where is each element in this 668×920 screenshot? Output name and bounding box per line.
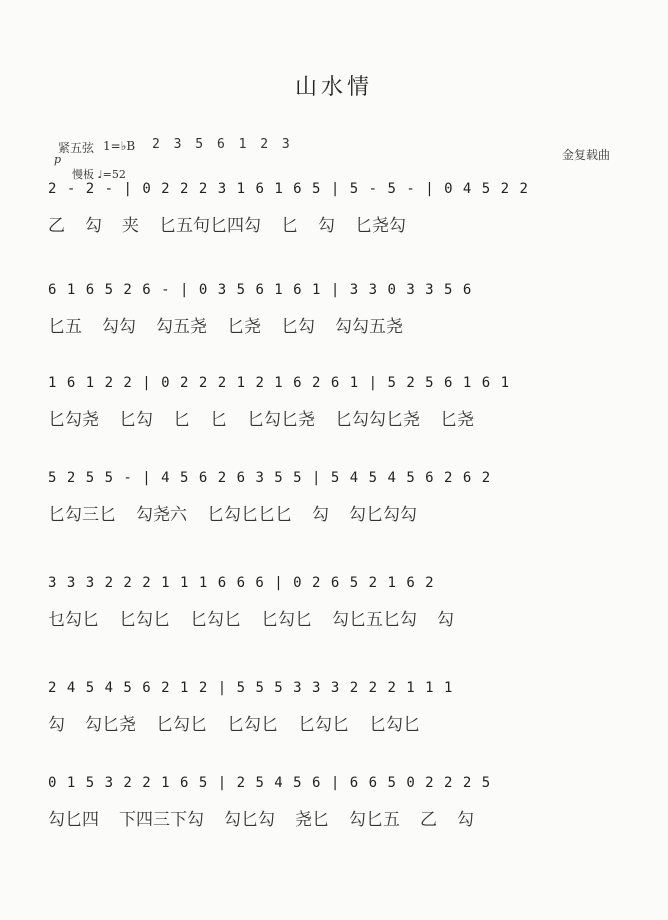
scale-notes: 2 3 5 6 1 2 3 xyxy=(152,137,293,152)
score-title: 山水情 xyxy=(294,75,373,100)
key-signature: 1=♭B xyxy=(103,139,136,153)
measure: 5 5 5 3 3 3 2 2 2 1 1 1 xyxy=(236,680,454,696)
notation-staff-row xyxy=(48,470,628,492)
tablature-glyph-group: 尧匕 xyxy=(295,810,329,830)
tablature-glyph-group: 匕勾三匕 xyxy=(48,505,116,525)
notation-staff-row xyxy=(48,680,628,702)
tablature-glyph-group: 勾 xyxy=(85,216,102,236)
tablature-glyph-group: 勾匕勾勾 xyxy=(349,505,417,525)
tablature-glyph-group: 乙 xyxy=(48,216,65,236)
tuning-label: 紧五弦 xyxy=(58,141,95,155)
measure: 0 4 5 2 2 xyxy=(444,181,529,197)
measure: 5 2 5 5 - xyxy=(48,470,133,486)
tablature-glyph-group: 匕勾匕 xyxy=(119,610,170,630)
bar-line: | xyxy=(321,775,350,791)
tablature-glyph-group: 匕勾匕 xyxy=(261,610,312,630)
tablature-glyph-group: 下四三下勾 xyxy=(119,810,204,830)
tablature-glyph-group: 勾五尧 xyxy=(156,317,207,337)
tablature-glyph-group: 勾勾五尧 xyxy=(335,317,403,337)
tablature-glyph-group: 匕勾勾匕尧 xyxy=(335,410,420,430)
bar-line: | xyxy=(170,282,199,298)
tablature-glyph-group: 匕尧 xyxy=(227,317,261,337)
tablature-glyph-group: 勾匕尧 xyxy=(85,715,136,735)
tablature-glyph-group: 勾勾 xyxy=(102,317,136,337)
measure: 5 - 5 - xyxy=(349,181,416,197)
measure: 0 2 2 2 3 1 6 1 6 5 xyxy=(142,181,322,197)
measure: 0 2 2 2 1 2 1 6 2 6 1 xyxy=(161,375,360,391)
measure: 6 6 5 0 2 2 2 5 xyxy=(349,775,492,791)
bar-line: | xyxy=(302,470,331,486)
tablature-glyph-group: 匕五 xyxy=(48,317,82,337)
dynamic-marking: p xyxy=(54,153,62,166)
measure: 6 1 6 5 2 6 - xyxy=(48,282,171,298)
bar-line: | xyxy=(415,181,445,197)
measure: 3 3 3 2 2 2 1 1 1 6 6 6 xyxy=(48,575,265,591)
bar-line: | xyxy=(264,575,294,591)
tablature-glyph-group: 勾 xyxy=(457,810,474,830)
bar-line: | xyxy=(359,375,388,391)
tablature-glyph-group: 勾匕五匕勾 xyxy=(332,610,417,630)
tablature-glyph-group: 勾 xyxy=(48,715,65,735)
tablature-glyph-group: 勾尧六 xyxy=(136,505,187,525)
tablature-glyph-group: 勾匕五 xyxy=(349,810,400,830)
tablature-glyph-group: 匕 xyxy=(173,410,190,430)
tablature-row xyxy=(48,211,628,251)
measure: 2 4 5 4 5 6 2 1 2 xyxy=(48,680,209,696)
notation-staff-row xyxy=(48,282,628,304)
tablature-glyph-group: 乙 xyxy=(420,810,437,830)
tablature-glyph-group: 勾 xyxy=(318,216,335,236)
bar-line: | xyxy=(321,181,350,197)
tablature-glyph-group: 匕勾 xyxy=(281,317,315,337)
tablature-row xyxy=(48,405,628,445)
measure: 4 5 6 2 6 3 5 5 xyxy=(161,470,303,486)
tablature-row xyxy=(48,805,628,845)
tablature-row xyxy=(48,710,628,750)
bar-line: | xyxy=(132,470,162,486)
tablature-glyph-group: 匕勾匕 xyxy=(227,715,278,735)
bar-line: | xyxy=(114,181,143,197)
measure: 3 3 0 3 3 5 6 xyxy=(349,282,473,298)
tablature-glyph-group: 匕五句匕四勾 xyxy=(159,216,261,236)
measure: 5 4 5 4 5 6 2 6 2 xyxy=(330,470,492,486)
notation-staff-row xyxy=(48,181,628,203)
tablature-glyph-group: 匕勾匕 xyxy=(156,715,207,735)
notation-staff-row xyxy=(48,375,628,397)
tablature-glyph-group: 匕勾匕匕匕 xyxy=(207,505,292,525)
measure: 0 3 5 6 1 6 1 xyxy=(198,282,322,298)
tablature-row xyxy=(48,312,628,352)
measure: 2 5 4 5 6 xyxy=(236,775,322,791)
measure: 2 - 2 - xyxy=(48,181,115,197)
tablature-glyph-group: 匕勾 xyxy=(119,410,153,430)
tablature-glyph-group: 匕勾匕 xyxy=(298,715,349,735)
measure: 0 2 6 5 2 1 6 2 xyxy=(293,575,435,591)
tablature-glyph-group: 匕勾匕 xyxy=(190,610,241,630)
tablature-row xyxy=(48,605,628,645)
tablature-glyph-group: 匕勾匕尧 xyxy=(247,410,315,430)
tablature-glyph-group: 匕 xyxy=(210,410,227,430)
tablature-glyph-group: 匕尧勾 xyxy=(355,216,406,236)
tablature-glyph-group: 勾匕四 xyxy=(48,810,99,830)
tablature-glyph-group: 乜勾匕 xyxy=(48,610,99,630)
tablature-glyph-group: 勾匕勾 xyxy=(224,810,275,830)
tablature-glyph-group: 夹 xyxy=(122,216,139,236)
tablature-glyph-group: 匕 xyxy=(281,216,298,236)
tablature-glyph-group: 匕勾尧 xyxy=(48,410,99,430)
tempo-marking: 慢板 ♩=52 xyxy=(72,168,126,181)
measure: 5 2 5 6 1 6 1 xyxy=(387,375,511,391)
measure: 1 6 1 2 2 xyxy=(48,375,133,391)
composer-credit: 金复载曲 xyxy=(561,148,610,162)
tablature-glyph-group: 勾 xyxy=(437,610,454,630)
measure: 0 1 5 3 2 2 1 6 5 xyxy=(48,775,209,791)
bar-line: | xyxy=(208,680,237,696)
bar-line: | xyxy=(321,282,350,298)
notation-staff-row xyxy=(48,575,628,597)
bar-line: | xyxy=(132,375,162,391)
bar-line: | xyxy=(208,775,237,791)
tablature-glyph-group: 匕勾匕 xyxy=(369,715,420,735)
tablature-row xyxy=(48,500,628,540)
tablature-glyph-group: 匕尧 xyxy=(440,410,474,430)
notation-staff-row xyxy=(48,775,628,797)
tablature-glyph-group: 勾 xyxy=(312,505,329,525)
